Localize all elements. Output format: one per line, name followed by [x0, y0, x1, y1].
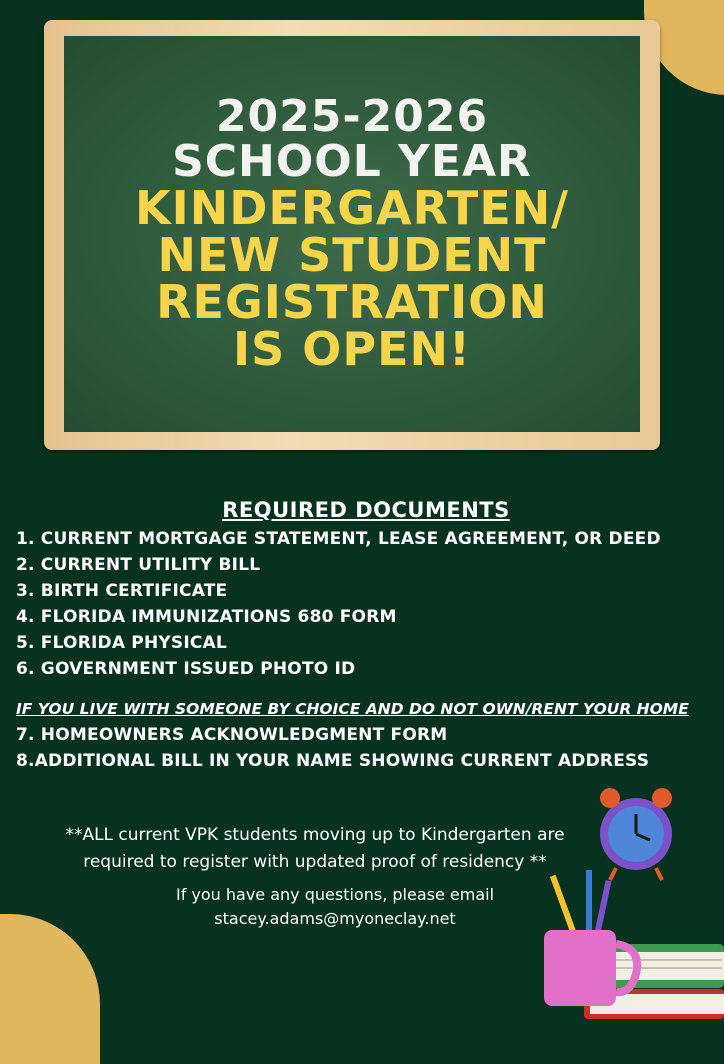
- vpk-notice: [20, 822, 610, 876]
- headline-registration: REGISTRATION: [156, 274, 548, 329]
- document-item: 1. CURRENT MORTGAGE STATEMENT, LEASE AGREEMENT, OR DEED: [16, 529, 661, 549]
- headline-kindergarten: KINDERGARTEN/: [134, 181, 570, 236]
- document-item: 2. CURRENT UTILITY BILL: [16, 555, 261, 575]
- school-supplies-illustration: [524, 784, 724, 1024]
- headline-year: 2025-2026: [215, 91, 489, 143]
- headline-is-open: IS OPEN!: [233, 321, 471, 376]
- document-item: 5. FLORIDA PHYSICAL: [16, 633, 227, 653]
- document-item: 6. GOVERNMENT ISSUED PHOTO ID: [16, 659, 356, 679]
- vpk-notice-line: **ALL current VPK students moving up to Kindergarten are: [65, 825, 565, 845]
- document-item: 8.ADDITIONAL BILL IN YOUR NAME SHOWING CURRENT ADDRESS: [16, 751, 650, 771]
- chalkboard-frame: [44, 20, 660, 450]
- document-item: 7. HOMEOWNERS ACKNOWLEDGMENT FORM: [16, 725, 448, 745]
- alarm-clock-icon: [600, 788, 672, 880]
- vpk-notice-line: required to register with updated proof of residency **: [83, 852, 547, 872]
- condition-heading: IF YOU LIVE WITH SOMEONE BY CHOICE AND DO NOT OWN/RENT YOUR HOME: [16, 700, 689, 718]
- contact-email[interactable]: stacey.adams@myoneclay.net: [214, 909, 456, 928]
- headline-new-student: NEW STUDENT: [157, 227, 547, 282]
- contact-text: If you have any questions, please email: [175, 885, 495, 904]
- document-item: 3. BIRTH CERTIFICATE: [16, 581, 228, 601]
- contact-info: [120, 883, 550, 931]
- document-item: 4. FLORIDA IMMUNIZATIONS 680 FORM: [16, 607, 397, 627]
- corner-decoration-bottom-left: [0, 914, 100, 1064]
- chalkboard: [64, 36, 640, 432]
- required-documents-section: [16, 498, 716, 774]
- required-documents-title: REQUIRED DOCUMENTS: [222, 498, 510, 522]
- headline-school-year: SCHOOL YEAR: [172, 136, 532, 188]
